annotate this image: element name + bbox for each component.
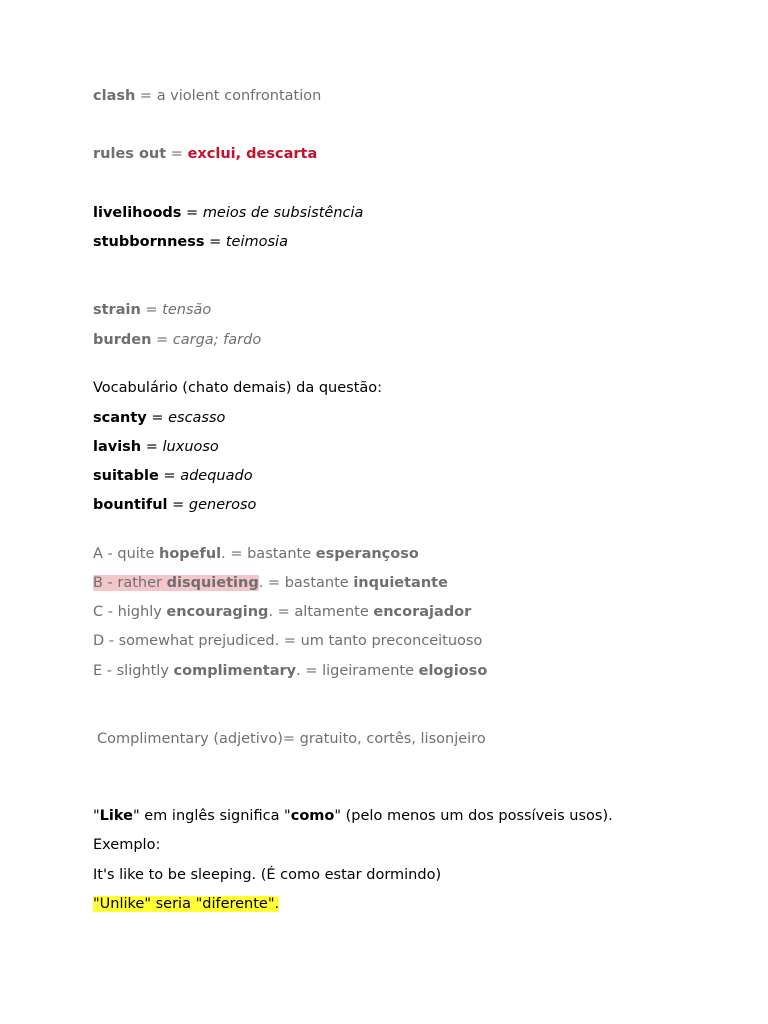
entry-definition: exclui, descarta xyxy=(187,146,318,162)
like-note xyxy=(93,806,613,826)
option-keyword: encouraging xyxy=(166,604,269,620)
entry-definition: meios de subsistência xyxy=(202,205,364,221)
entry-burden xyxy=(93,330,261,350)
entry-definition: a violent confrontation xyxy=(156,88,322,104)
entry-term: stubbornness xyxy=(93,234,205,250)
complimentary-note: Complimentary (adjetivo)= gratuito, cortês, lisonjeiro xyxy=(97,731,486,747)
vocab-term: lavish xyxy=(93,439,142,455)
entry-term: burden xyxy=(93,332,152,348)
vocab-item-scanty xyxy=(93,408,225,428)
option-translation: inquietante xyxy=(353,575,448,591)
vocab-definition: adequado xyxy=(180,468,253,484)
like-word: Like xyxy=(99,808,133,824)
option-d xyxy=(93,631,482,651)
entry-livelihoods xyxy=(93,203,363,223)
example-sentence: It's like to be sleeping. (É como estar dormindo) xyxy=(93,867,442,883)
entry-rules-out xyxy=(93,144,317,164)
option-prefix: A - quite xyxy=(93,546,160,562)
vocab-term: suitable xyxy=(93,468,159,484)
vocab-term: scanty xyxy=(93,410,147,426)
option-highlight xyxy=(93,575,259,591)
option-e xyxy=(93,661,487,681)
entry-separator: = xyxy=(181,205,203,221)
entry-separator: = xyxy=(166,146,188,162)
vocab-separator: = xyxy=(141,439,163,455)
entry-term: strain xyxy=(93,302,141,318)
entry-definition: tensão xyxy=(162,302,212,318)
option-prefix: C - highly xyxy=(93,604,167,620)
vocab-definition: generoso xyxy=(188,497,257,513)
vocab-item-lavish xyxy=(93,437,219,457)
unlike-note xyxy=(93,894,279,914)
like-end: " (pelo menos um dos possíveis usos). xyxy=(334,808,613,824)
option-c xyxy=(93,602,471,622)
like-quote-open: " xyxy=(93,808,100,824)
vocab-item-bountiful xyxy=(93,495,256,515)
entry-separator: = xyxy=(151,332,173,348)
option-prefix: B - rather xyxy=(93,575,167,591)
option-middle: . = altamente xyxy=(268,604,374,620)
option-a xyxy=(93,544,419,564)
entry-term: livelihoods xyxy=(93,205,182,221)
option-middle: . = bastante xyxy=(258,575,354,591)
entry-definition: carga; fardo xyxy=(172,332,262,348)
vocab-item-suitable xyxy=(93,466,253,486)
option-translation: encorajador xyxy=(373,604,472,620)
entry-separator: = xyxy=(140,302,163,318)
entry-separator: = xyxy=(204,234,226,250)
entry-stubbornness xyxy=(93,232,288,252)
option-middle: . = bastante xyxy=(221,546,316,562)
entry-strain xyxy=(93,300,211,320)
unlike-highlight: "Unlike" seria "diferente". xyxy=(93,896,280,912)
option-keyword: disquieting xyxy=(166,575,259,591)
entry-separator: = xyxy=(135,88,157,104)
like-middle: " em inglês significa " xyxy=(132,808,291,824)
option-b xyxy=(93,573,448,593)
option-translation: esperançoso xyxy=(315,546,419,562)
como-word: como xyxy=(290,808,335,824)
vocab-definition: luxuoso xyxy=(162,439,219,455)
vocab-heading: Vocabulário (chato demais) da questão: xyxy=(93,380,383,396)
entry-term: clash xyxy=(93,88,136,104)
entry-definition: teimosia xyxy=(225,234,288,250)
exemplo-label: Exemplo: xyxy=(93,837,161,853)
option-translation: elogioso xyxy=(418,663,488,679)
option-prefix: E - slightly xyxy=(93,663,174,679)
option-keyword: complimentary xyxy=(173,663,297,679)
option-middle: . = ligeiramente xyxy=(296,663,419,679)
entry-clash xyxy=(93,86,321,106)
vocab-term: bountiful xyxy=(93,497,168,513)
vocab-separator: = xyxy=(167,497,189,513)
entry-term: rules out xyxy=(93,146,167,162)
vocab-separator: = xyxy=(146,410,169,426)
option-text: D - somewhat prejudiced. = um tanto preconceituoso xyxy=(93,633,483,649)
vocab-separator: = xyxy=(158,468,181,484)
vocab-definition: escasso xyxy=(168,410,226,426)
option-keyword: hopeful xyxy=(159,546,222,562)
